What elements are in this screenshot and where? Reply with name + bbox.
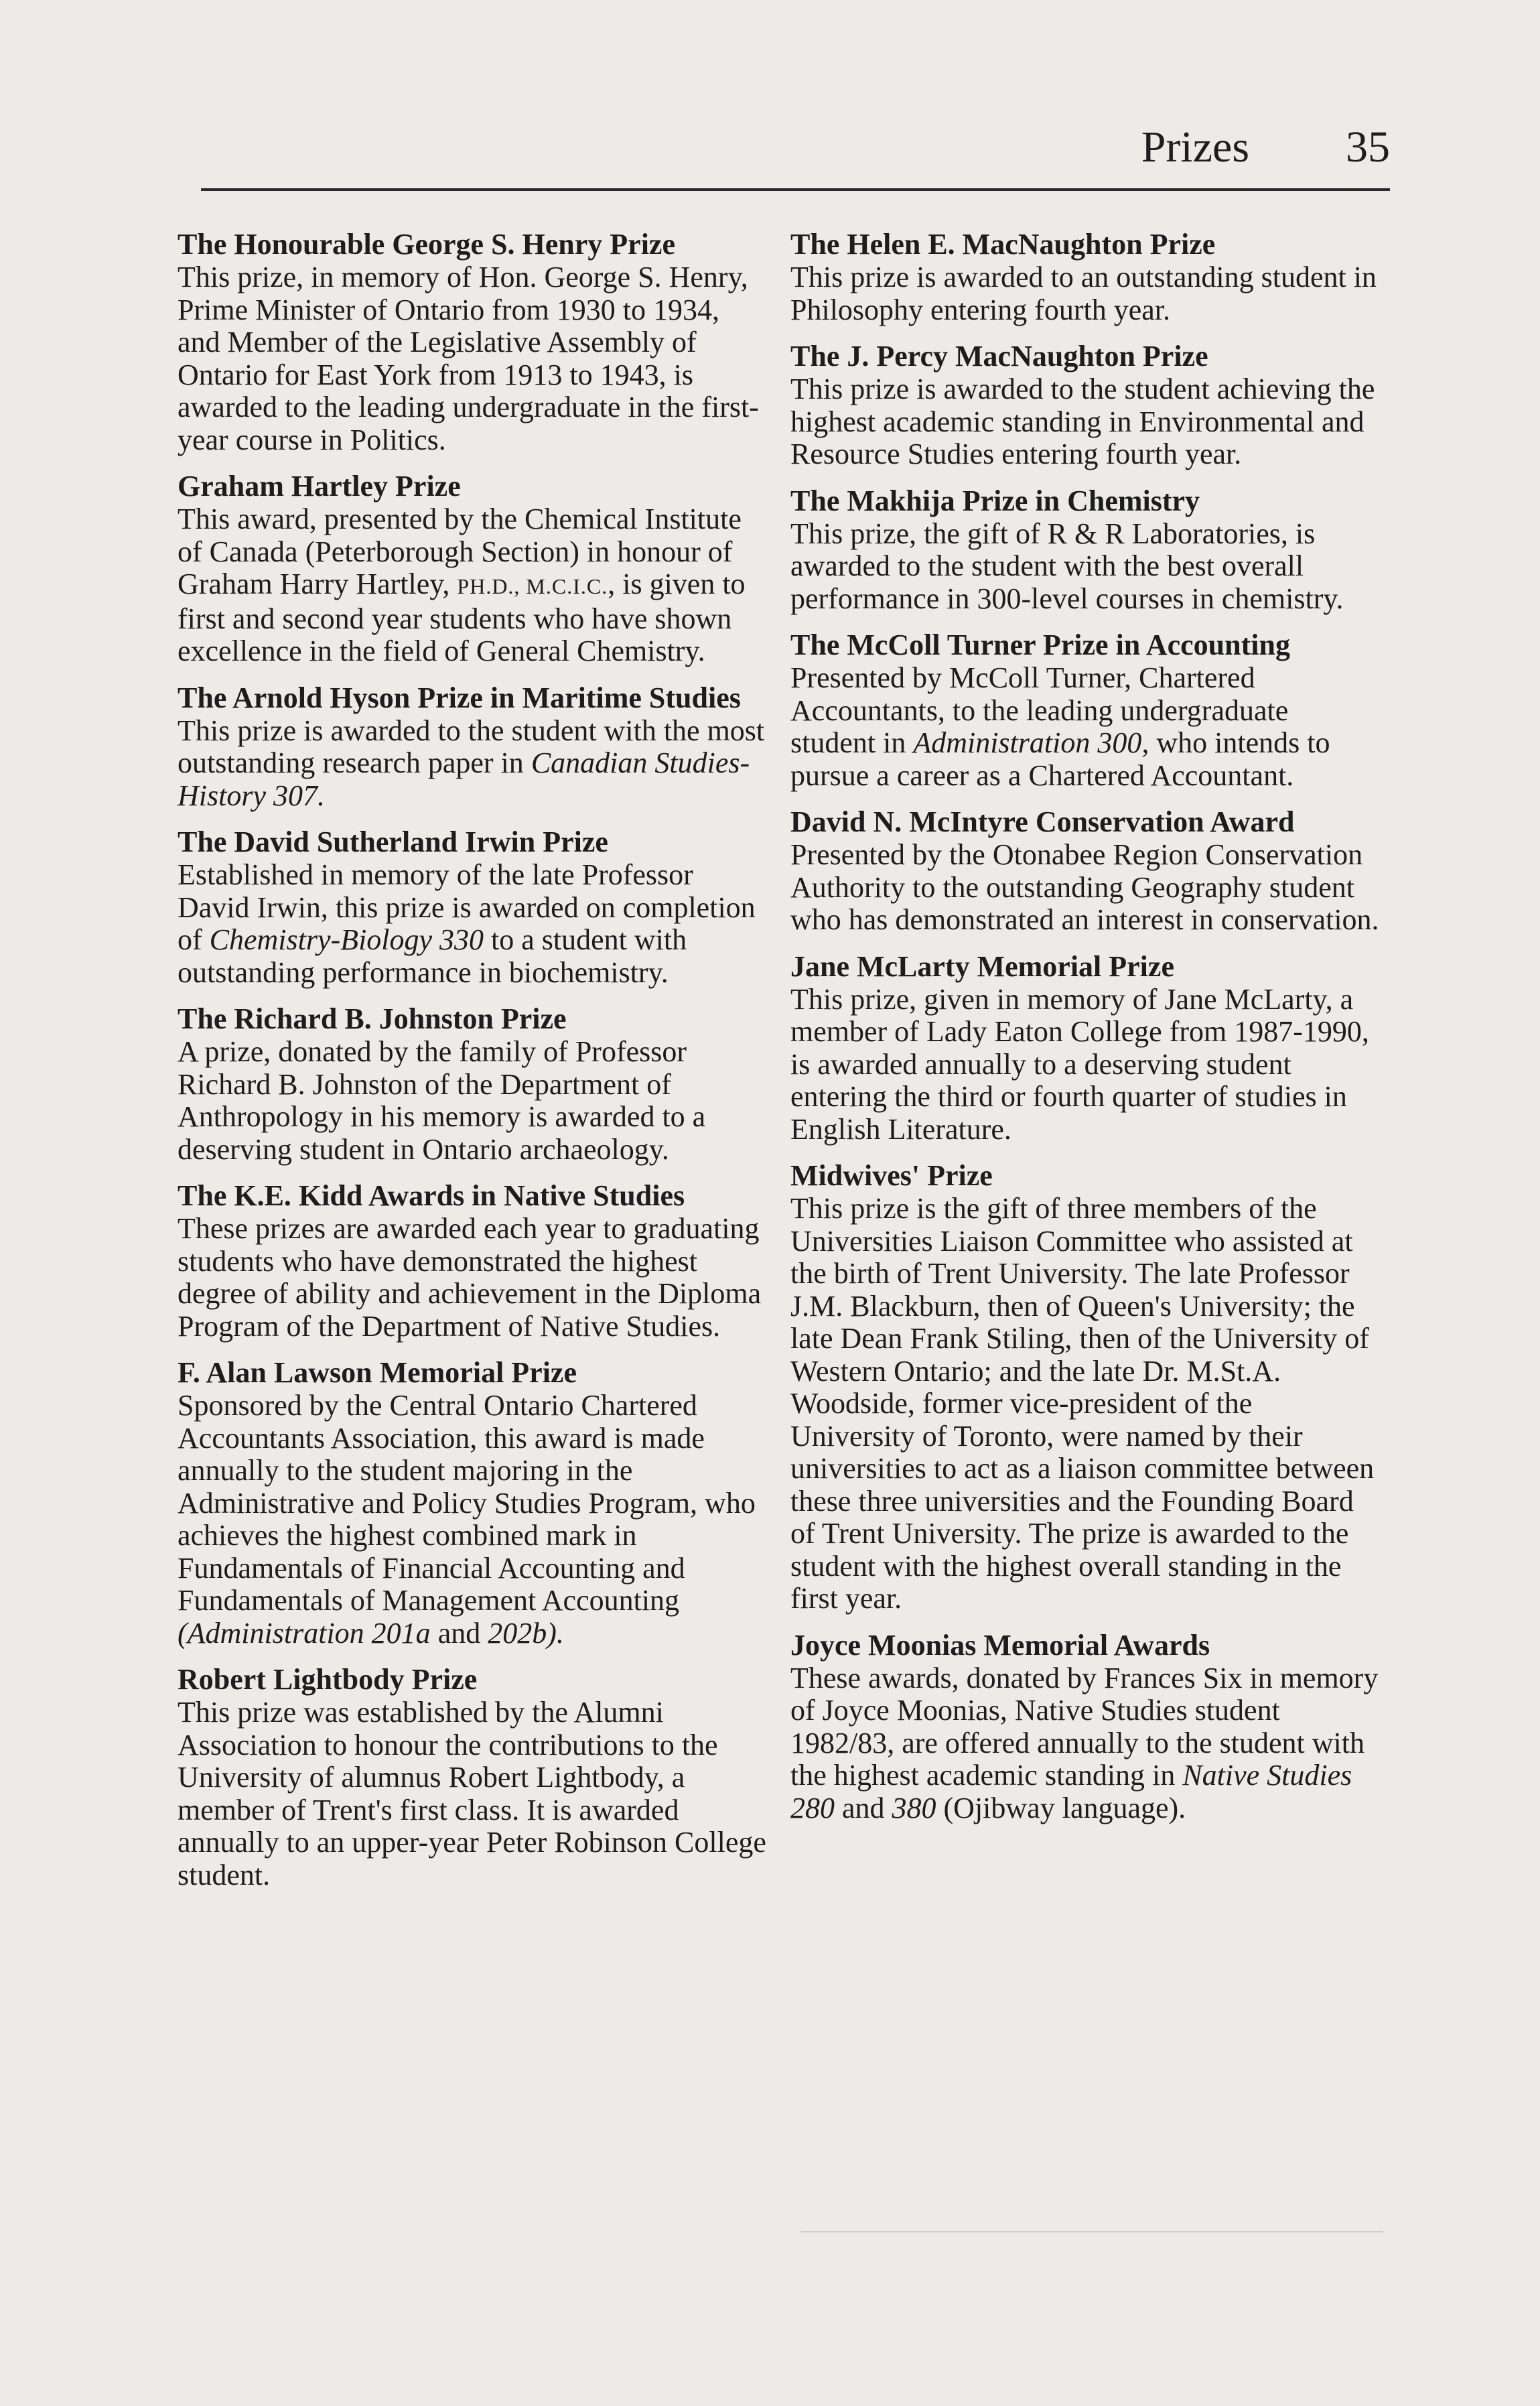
prize-title: The Richard B. Johnston Prize [178,1002,567,1035]
prize-entry [790,340,1380,471]
credentials: PH.D., M.C.I.C. [457,574,608,598]
prize-title: David N. McIntyre Conservation Award [790,805,1295,838]
prize-entry [178,1002,767,1166]
prize-description: This prize, in memory of Hon. George S. Henry, Prime Minister of Ontario from 1930 to 1934, and Member of the Legislative Assembly of Ontario for East York from 1913 to 1943, is awarded to the leading undergraduate in the first-year course in Politics. [178,261,759,456]
prize-description: This prize was established by the Alumni Association to honour the contributions to the University of alumnus Robert Lightbody, a member of Trent's first class. It is awarded annually to an upper-year Peter Robinson College student. [178,1696,766,1891]
prize-title: Graham Hartley Prize [178,470,461,503]
prize-description: This prize is the gift of three members of the Universities Liaison Committee who assisted at the birth of Trent University. The late Professor J.M. Blackburn, then of Queen's University; the late Dean Frank Stiling, then of the University of Western Ontario; and the late Dr. M.St.A. Woodside, former vice-president of the University of Toronto, were named by their universities to act as a liaison committee between these three universities and the Founding Board of Trent University. The prize is awarded to the student with the highest overall standing in the first year. [790,1192,1375,1615]
prize-title: The David Sutherland Irwin Prize [178,825,608,858]
prize-entry [790,484,1380,616]
left-column [178,228,767,1905]
prize-description: This prize is awarded to the student with the most outstanding research paper in Canadian Studies-History 307. [178,714,765,812]
course-reference: Canadian Studies-History 307. [178,746,750,812]
prize-entry [178,1663,767,1891]
prize-entry [178,1179,767,1343]
prize-title: Joyce Moonias Memorial Awards [790,1628,1210,1662]
prize-title: The Helen E. MacNaughton Prize [790,228,1216,261]
prize-title: The J. Percy MacNaughton Prize [790,340,1208,373]
prize-description: These prizes are awarded each year to graduating students who have demonstrated the highest degree of ability and achievement in the Diploma Program of the Department of Native Studies. [178,1212,762,1343]
page-header [201,121,1390,191]
prize-description: This prize is awarded to the student achieving the highest academic standing in Environmental and Resource Studies entering fourth year. [790,373,1375,470]
prize-title: The Arnold Hyson Prize in Maritime Studies [178,681,741,714]
footer-rule [800,2231,1383,2232]
prize-description: Established in memory of the late Professor David Irwin, this prize is awarded on completion of Chemistry-Biology 330 to a student with outstanding performance in biochemistry. [178,858,756,989]
prize-entry [790,805,1380,937]
course-reference: Administration 300, [913,726,1149,759]
prize-entry [178,681,767,813]
prize-description: Presented by McColl Turner, Chartered Accountants, to the leading undergraduate student in Administration 300, who intends to pursue a career as a Chartered Accountant. [790,661,1330,792]
prize-description: Presented by the Otonabee Region Conservation Authority to the outstanding Geography student who has demonstrated an interest in conservation. [790,838,1379,936]
prize-description: These awards, donated by Frances Six in memory of Joyce Moonias, Native Studies student 1982/83, are offered annually to the student with the highest academic standing in Native Studies 280 and 380 (Ojibway language). [790,1661,1379,1824]
right-column [790,228,1380,1838]
prize-description: This prize, given in memory of Jane McLarty, a member of Lady Eaton College from 1987-1990, is awarded annually to a deserving student entering the third or fourth quarter of studies in English Literature. [790,982,1369,1146]
prize-entry [790,628,1380,792]
prize-entry [790,950,1380,1146]
prize-title: The Makhija Prize in Chemistry [790,484,1200,517]
prize-entry [790,1159,1380,1615]
prize-description: A prize, donated by the family of Professor Richard B. Johnston of the Department of Anthropology in his memory is awarded to a deserving student in Ontario archaeology. [178,1035,706,1166]
running-title: Prizes [1141,123,1249,172]
course-reference: Chemistry-Biology 330 [209,923,484,956]
prize-title: The McColl Turner Prize in Accounting [790,628,1290,661]
prize-title: The Honourable George S. Henry Prize [178,228,675,261]
course-reference: Native Studies 280 [790,1759,1352,1824]
course-reference: 202b). [488,1616,564,1650]
prize-title: Jane McLarty Memorial Prize [790,949,1174,983]
prize-description: This prize is awarded to an outstanding student in Philosophy entering fourth year. [790,261,1377,326]
prize-description: Sponsored by the Central Ontario Chartered Accountants Association, this award is made annually to the student majoring in the Administrative and Policy Studies Program, who achieves the highest combined mark in Fundamentals of Financial Accounting and Fundamentals of Management Accounting (Administration 201a and 202b). [178,1389,756,1650]
prize-title: Robert Lightbody Prize [178,1663,478,1696]
prize-title: The K.E. Kidd Awards in Native Studies [178,1179,685,1212]
prize-entry [178,1356,767,1650]
prize-description: This prize, the gift of R & R Laboratories, is awarded to the student with the best overall performance in 300-level courses in chemistry. [790,517,1344,615]
prize-entry [178,470,767,668]
prize-title: F. Alan Lawson Memorial Prize [178,1356,577,1389]
course-reference: (Administration 201a [178,1616,431,1650]
prize-entry [178,228,767,456]
prize-entry [790,1629,1380,1825]
header-rule [201,188,1390,191]
page-number: 35 [1346,123,1390,172]
prize-description: This award, presented by the Chemical Institute of Canada (Peterborough Section) in honour of Graham Harry Hartley, PH.D., M.C.I.C., is given to first and second year students who have shown excellence in the field of General Chemistry. [178,503,746,667]
prize-entry [178,825,767,989]
prize-entry [790,228,1380,326]
prize-title: Midwives' Prize [790,1159,993,1192]
course-reference: 380 [892,1791,936,1824]
